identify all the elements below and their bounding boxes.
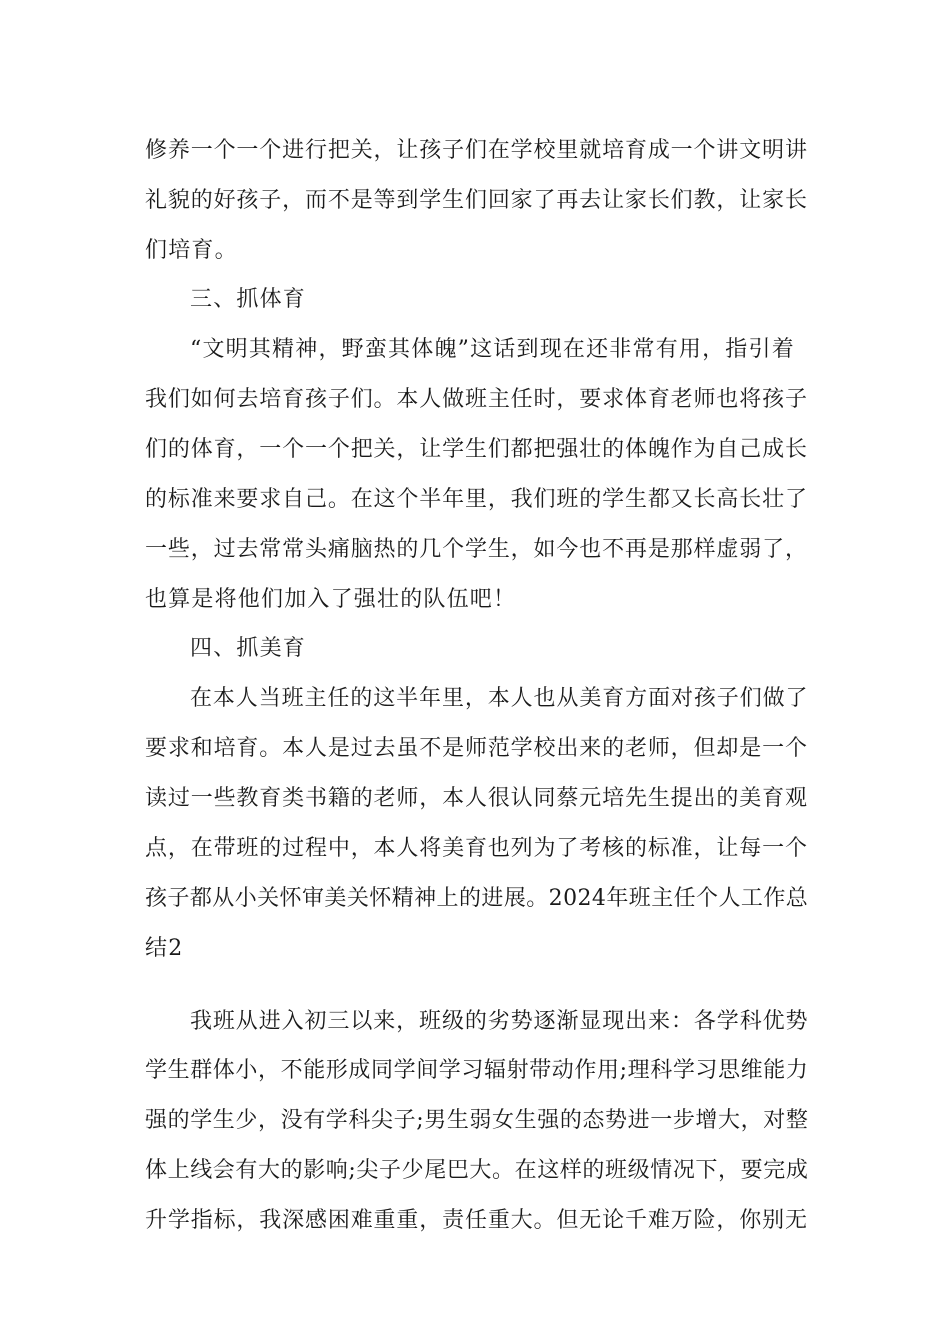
paragraph-line: 我班从进入初三以来，班级的劣势逐渐显现出来：各学科优势 — [190, 1009, 809, 1034]
paragraph-line: 读过一些教育类书籍的老师，本人很认同蔡元培先生提出的美育观 — [145, 786, 808, 811]
paragraph-line: 我们如何去培育孩子们。本人做班主任时，要求体育老师也将孩子 — [145, 387, 808, 412]
paragraph-line: 体上线会有大的影响;尖子少尾巴大。在这样的班级情况下，要完成 — [145, 1158, 809, 1183]
paragraph-line: “文明其精神，野蛮其体魄”这话到现在还非常有用，指引着 — [190, 337, 795, 362]
paragraph-line: 要求和培育。本人是过去虽不是师范学校出来的老师，但却是一个 — [145, 736, 808, 761]
paragraph-line: 一些，过去常常头痛脑热的几个学生，如今也不再是那样虚弱了， — [145, 537, 808, 562]
paragraph-line: 礼貌的好孩子，而不是等到学生们回家了再去让家长们教，让家长 — [145, 188, 808, 213]
paragraph-line: 们的体育，一个一个把关，让学生们都把强壮的体魄作为自己成长 — [145, 437, 808, 462]
section-heading: 四、抓美育 — [190, 636, 307, 661]
paragraph-line: 强的学生少，没有学科尖子;男生弱女生强的态势进一步增大，对整 — [145, 1108, 809, 1133]
section-heading: 三、抓体育 — [190, 287, 307, 312]
paragraph-line: 孩子都从小关怀审美关怀精神上的进展。2024年班主任个人工作总 — [145, 886, 809, 911]
paragraph-line: 升学指标，我深感困难重重，责任重大。但无论千难万险，你别无 — [145, 1208, 808, 1233]
paragraph-line: 学生群体小，不能形成同学间学习辐射带动作用;理科学习思维能力 — [145, 1058, 809, 1083]
paragraph-line: 的标准来要求自己。在这个半年里，我们班的学生都又长高长壮了 — [145, 487, 808, 512]
paragraph-line: 在本人当班主任的这半年里，本人也从美育方面对孩子们做了 — [190, 686, 809, 711]
paragraph-line: 修养一个一个进行把关，让孩子们在学校里就培育成一个讲文明讲 — [145, 138, 808, 163]
paragraph-line: 们培育。 — [145, 238, 238, 263]
paragraph-line: 结2 — [145, 936, 184, 961]
paragraph-line: 点，在带班的过程中，本人将美育也列为了考核的标准，让每一个 — [145, 836, 808, 861]
paragraph-line: 也算是将他们加入了强壮的队伍吧！ — [145, 587, 517, 612]
